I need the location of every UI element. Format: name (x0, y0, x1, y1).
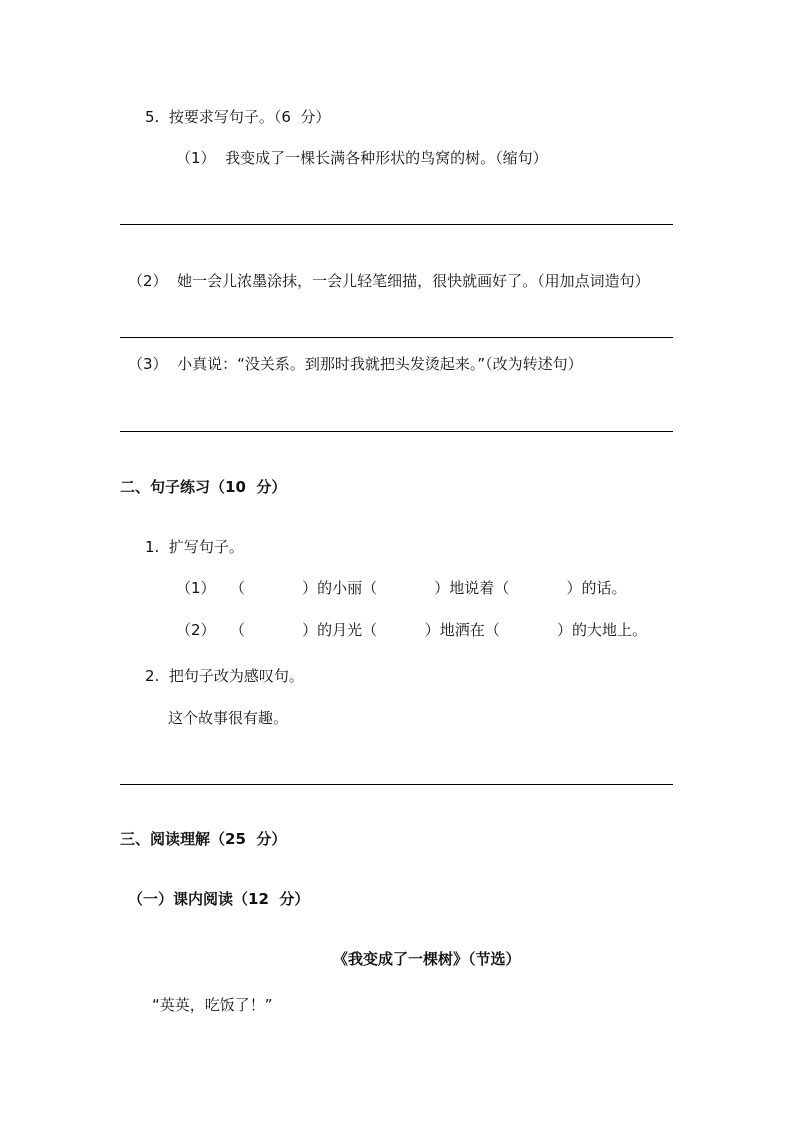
passage-line-1: “英英，吃饭了！” (152, 996, 273, 1014)
section-3-subtitle: （一）课内阅读（12 分） (128, 890, 310, 908)
q5-title: 5. 按要求写句子。（6 分） (145, 108, 331, 126)
passage-title: 《我变成了一棵树》（节选） (333, 950, 521, 968)
section-3-title: 三、阅读理解（25 分） (120, 830, 287, 848)
s2-q2-text: 这个故事很有趣。 (168, 709, 289, 727)
s2-q1-title: 1. 扩写句子。 (145, 538, 244, 556)
s2-q2-title: 2. 把句子改为感叹句。 (145, 667, 304, 685)
answer-line-1 (120, 224, 673, 225)
section-2-title: 二、句子练习（10 分） (120, 478, 287, 496)
answer-line-2 (120, 337, 673, 338)
s2-q1-sentence-2: （2） （ ）的月光（ ）地洒在（ ）的大地上。 (176, 621, 647, 639)
answer-line-4 (120, 784, 673, 785)
q5-sentence-3: （3） 小真说：“没关系。到那时我就把头发烫起来。”（改为转述句） (128, 355, 583, 373)
answer-line-3 (120, 431, 673, 432)
q5-sentence-1: （1） 我变成了一棵长满各种形状的鸟窝的树。（缩句） (176, 149, 548, 167)
s2-q1-sentence-1: （1） （ ）的小丽（ ）地说着（ ）的话。 (176, 579, 627, 597)
q5-sentence-2: （2） 她一会儿浓墨涂抹，一会儿轻笔细描，很快就画好了。（用加点词造句） (128, 272, 650, 290)
